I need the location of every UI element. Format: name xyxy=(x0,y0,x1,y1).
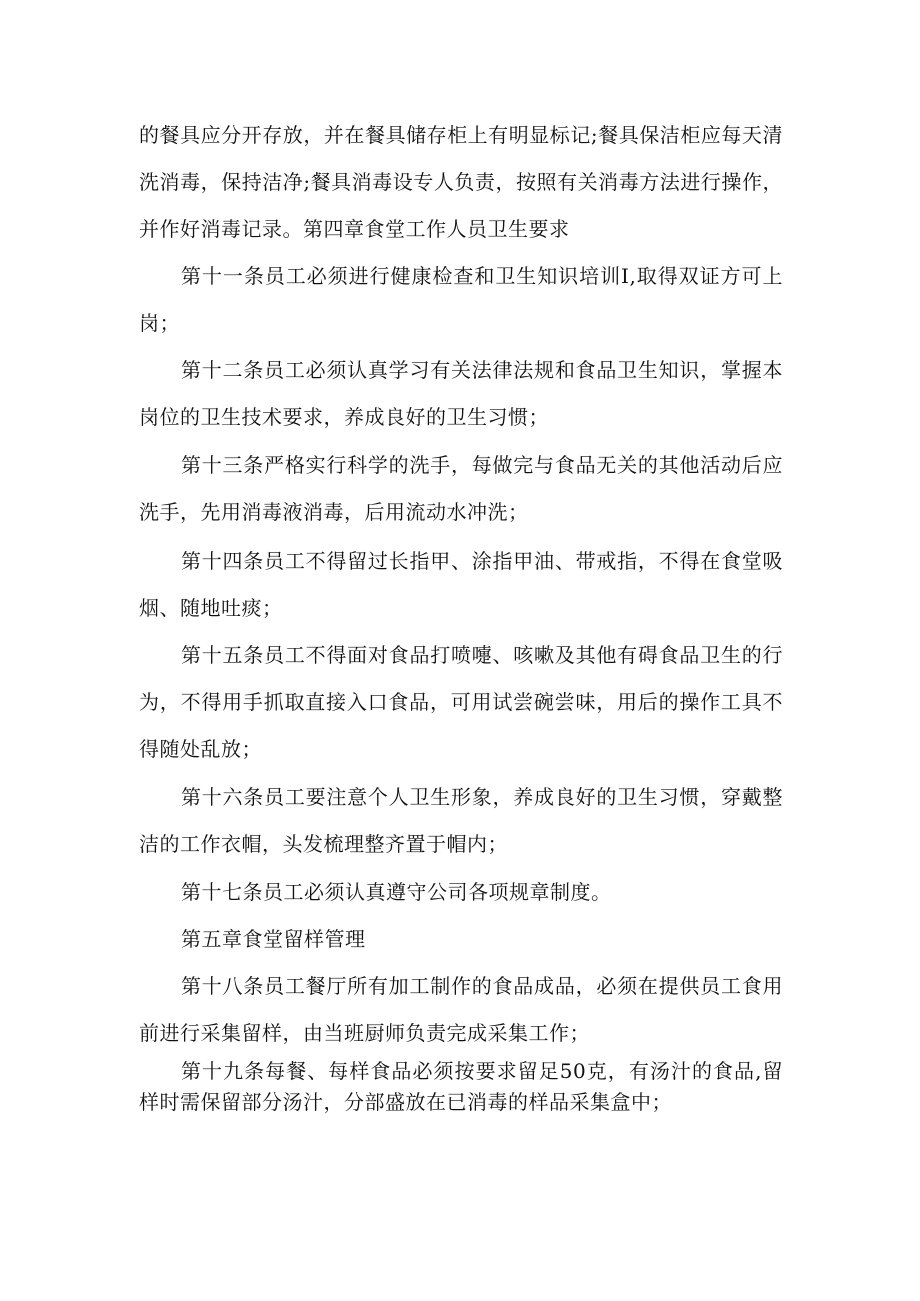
paragraph-article-11: 第十一条员工必须进行健康检查和卫生知识培训I,取得双证方可上岗； xyxy=(139,264,783,335)
paragraph-article-13: 第十三条严格实行科学的洗手，每做完与食品无关的其他活动后应洗手，先用消毒液消毒，后用流动水冲洗； xyxy=(139,453,783,524)
paragraph-article-18: 第十八条员工餐厅所有加工制作的食品成品，必须在提供员工食用前进行采集留样，由当班厨师负责完成采集工作； xyxy=(139,974,783,1045)
paragraph-article-15: 第十五条员工不得面对食品打喷嚏、咳嗽及其他有碍食品卫生的行为，不得用手抓取直接入口食品，可用试尝碗尝味，用后的操作工具不得随处乱放； xyxy=(139,643,783,761)
paragraph-article-16: 第十六条员工要注意个人卫生形象，养成良好的卫生习惯，穿戴整洁的工作衣帽，头发梳理整齐置于帽内； xyxy=(139,785,783,856)
paragraph-article-12: 第十二条员工必须认真学习有关法律法规和食品卫生知识，掌握本岗位的卫生技术要求，养成良好的卫生习惯； xyxy=(139,358,783,429)
paragraph-article-14: 第十四条员工不得留过长指甲、涂指甲油、带戒指，不得在食堂吸烟、随地吐痰； xyxy=(139,549,783,620)
paragraph-article-17: 第十七条员工必须认真遵守公司各项规章制度。 xyxy=(181,880,612,904)
paragraph-continuation: 的餐具应分开存放，并在餐具储存柜上有明显标记;餐具保洁柜应每天清洗消毒，保持洁净;餐具消毒设专人负责，按照有关消毒方法进行操作，并作好消毒记录。第四章食堂工作人员卫生要求 xyxy=(139,123,783,241)
paragraph-article-19: 第十九条每餐、每样食品必须按要求留足50克，有汤汁的食品,留样时需保留部分汤汁，分部盛放在已消毒的样品采集盒中； xyxy=(139,1059,783,1114)
chapter-heading-5: 第五章食堂留样管理 xyxy=(181,927,366,951)
